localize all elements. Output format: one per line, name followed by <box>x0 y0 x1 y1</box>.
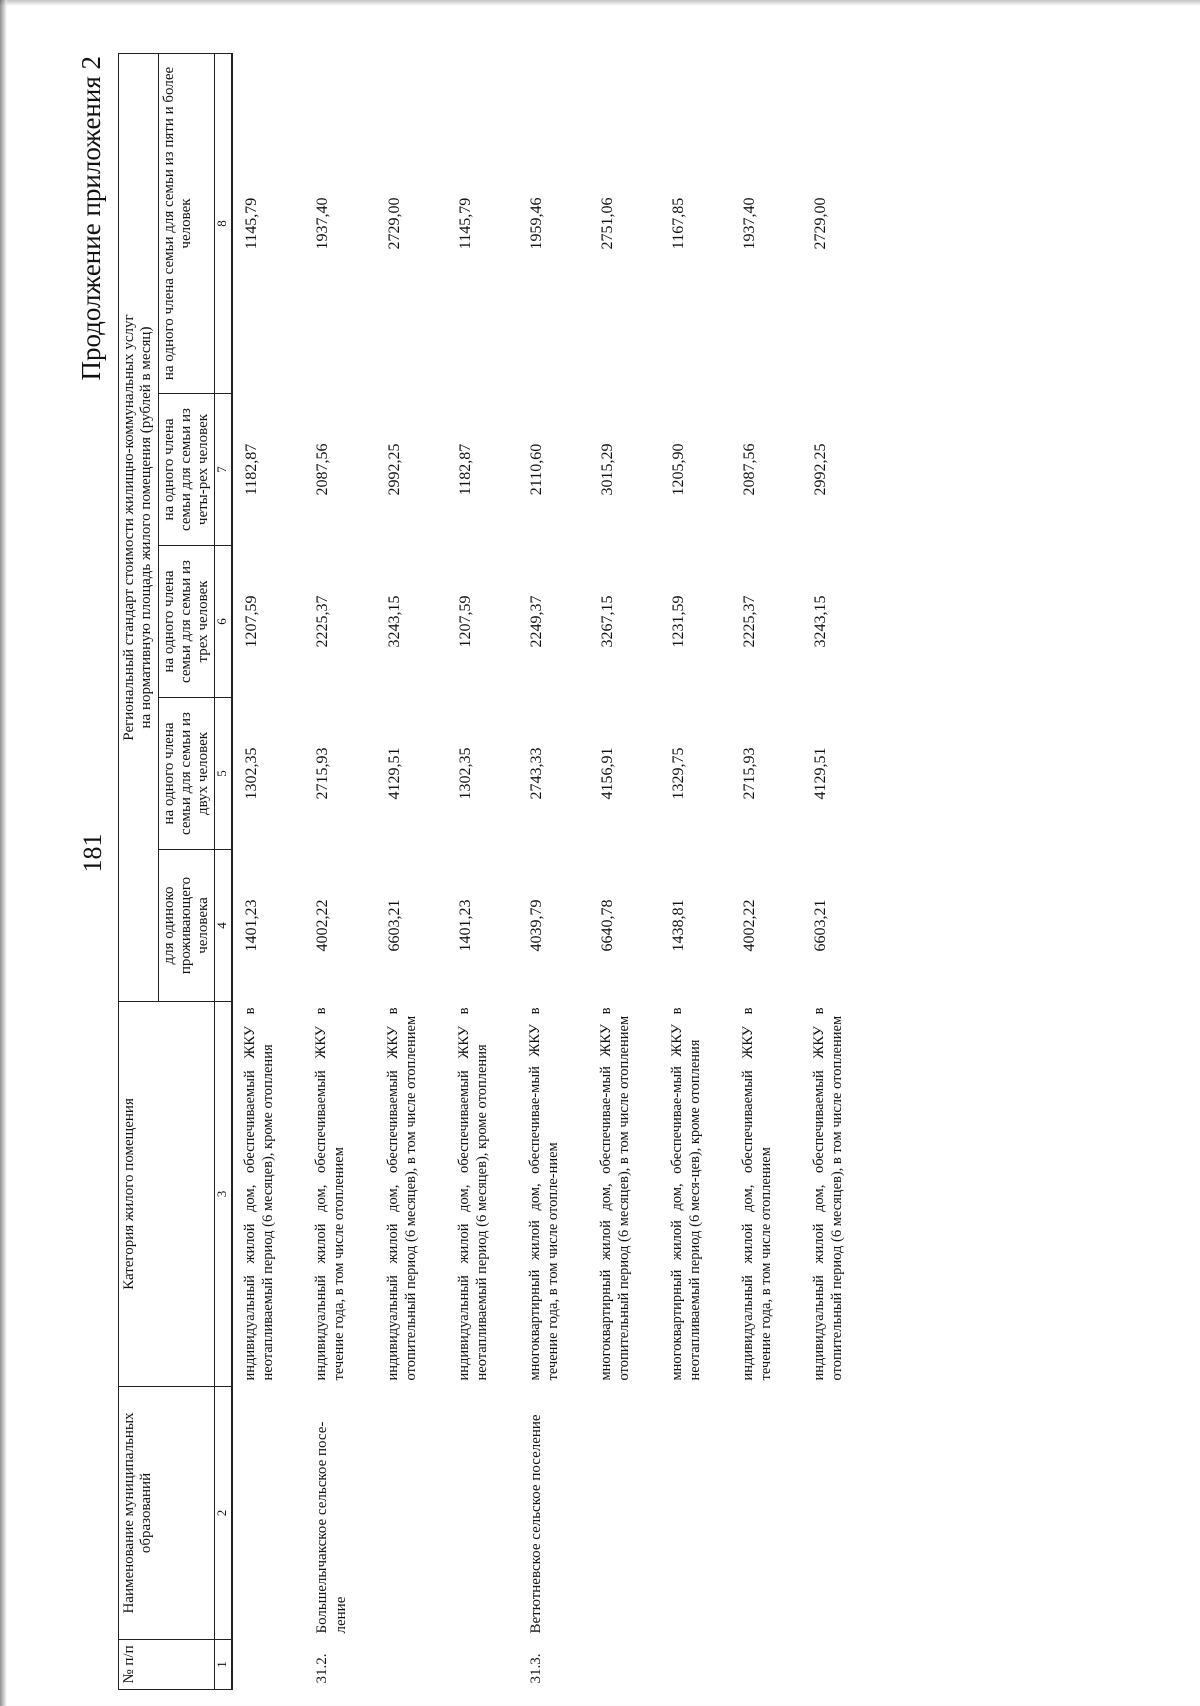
value-two: 4129,51 <box>386 747 404 800</box>
row-municipality: Ветютневское сельское поселение <box>528 1414 545 1634</box>
standards-table <box>118 53 873 1690</box>
row-num <box>447 1640 518 1690</box>
value-four: 3015,29 <box>599 443 617 496</box>
row-category: индивидуальный жилой дом, обеспечиваемый ЖКУ в неотапливаемый период (6 месяцев), кроме отопления <box>456 1007 491 1381</box>
value-three: 2225,37 <box>314 595 332 648</box>
header-num: № п/п <box>119 1640 215 1690</box>
table-row <box>518 54 589 1690</box>
row-num <box>589 1640 660 1690</box>
row-num <box>232 1640 304 1690</box>
value-two: 1302,35 <box>243 747 261 800</box>
value-single: 6603,21 <box>812 899 829 952</box>
row-municipality <box>232 1387 304 1640</box>
column-number: 1 <box>215 1640 233 1690</box>
value-five-plus: 2729,00 <box>812 197 829 250</box>
header-category: Категория жилого помещения <box>119 1002 215 1387</box>
table-row <box>660 54 731 1690</box>
value-three: 3267,15 <box>599 595 617 648</box>
value-three: 1231,59 <box>670 595 688 648</box>
table-row <box>731 54 802 1690</box>
row-category: многоквартирный жилой дом, обеспечивае-мый ЖКУ в неотапливаемый период (6 меся-цев), кроме отопления <box>669 1007 704 1381</box>
table-row <box>589 54 660 1690</box>
row-municipality <box>589 1387 660 1640</box>
header-standard-line2: на нормативную площадь жилого помещения (рублей в месяц) <box>138 326 155 729</box>
value-single: 6640,78 <box>599 899 617 952</box>
header-standard <box>119 54 159 1002</box>
row-municipality <box>731 1387 802 1640</box>
value-three: 1207,59 <box>457 595 475 648</box>
value-single: 4002,22 <box>741 899 759 952</box>
header-standard-line1: Региональный стандарт стоимости жилищно-коммунальных услуг <box>121 314 137 741</box>
row-num <box>376 1640 447 1690</box>
value-five-plus: 1959,46 <box>528 197 546 250</box>
row-num <box>731 1640 802 1690</box>
column-number: 6 <box>215 546 233 698</box>
table-row <box>304 54 376 1690</box>
header-col6: на одного члена семьи для семьи из трех человек <box>158 546 215 698</box>
value-three: 2225,37 <box>741 595 759 648</box>
value-three: 3243,15 <box>812 595 829 648</box>
row-category: индивидуальный жилой дом, обеспечиваемый ЖКУ в отопительный период (6 месяцев), в том числе отоплением <box>385 1007 420 1381</box>
row-num <box>802 1640 873 1690</box>
header-col4: для одиноко проживающего человека <box>158 850 215 1002</box>
row-num: 31.3. <box>528 1653 545 1684</box>
row-category: индивидуальный жилой дом, обеспечиваемый ЖКУ в течение года, в том числе отоплением <box>313 1007 348 1381</box>
column-number: 8 <box>215 54 233 394</box>
header-col5: на одного члена семьи для семьи из двух человек <box>158 698 215 850</box>
value-four: 1182,87 <box>457 443 475 496</box>
value-single: 1438,81 <box>670 899 688 952</box>
value-single: 1401,23 <box>457 899 475 952</box>
page-number: 181 <box>78 833 107 873</box>
column-number: 5 <box>215 698 233 850</box>
column-number: 2 <box>215 1387 233 1640</box>
table-row <box>447 54 518 1690</box>
row-municipality <box>660 1387 731 1640</box>
value-four: 2087,56 <box>314 443 332 496</box>
row-municipality <box>447 1387 518 1640</box>
table-row <box>232 54 304 1690</box>
value-four: 2992,25 <box>812 443 829 496</box>
value-five-plus: 1937,40 <box>314 197 332 250</box>
value-five-plus: 2729,00 <box>386 197 404 250</box>
row-num <box>660 1640 731 1690</box>
row-municipality <box>376 1387 447 1640</box>
appendix-title: Продолжение приложения 2 <box>76 56 106 381</box>
value-three: 3243,15 <box>386 595 404 648</box>
column-number: 4 <box>215 850 233 1002</box>
value-single: 6603,21 <box>386 899 404 952</box>
value-five-plus: 1145,79 <box>243 197 261 250</box>
column-number: 3 <box>215 1002 233 1387</box>
value-two: 1329,75 <box>670 747 688 800</box>
value-two: 4129,51 <box>812 747 829 800</box>
value-three: 1207,59 <box>243 595 261 648</box>
column-number: 7 <box>215 394 233 546</box>
value-single: 4002,22 <box>314 899 332 952</box>
row-category: многоквартирный жилой дом, обеспечивае-мый ЖКУ в течение года, в том числе отопле-нием <box>527 1007 562 1381</box>
value-two: 2715,93 <box>741 747 759 800</box>
value-two: 1302,35 <box>457 747 475 800</box>
value-four: 2087,56 <box>741 443 759 496</box>
value-single: 1401,23 <box>243 899 261 952</box>
header-municipality: Наименование муниципальных образований <box>119 1387 215 1640</box>
row-municipality: Большелычакское сельское посе-ление <box>314 1421 349 1634</box>
value-five-plus: 1167,85 <box>670 197 688 250</box>
value-two: 2743,33 <box>528 747 546 800</box>
row-category: многоквартирный жилой дом, обеспечивае-мый ЖКУ в отопительный период (6 месяцев), в том числе отоплением <box>598 1007 633 1381</box>
row-category: индивидуальный жилой дом, обеспечиваемый ЖКУ в неотапливаемый период (6 месяцев), кроме отопления <box>242 1007 277 1381</box>
value-four: 2992,25 <box>386 443 404 496</box>
value-five-plus: 1145,79 <box>457 197 475 250</box>
value-three: 2249,37 <box>528 595 546 648</box>
header-col8: на одного члена семьи для семьи из пяти и более человек <box>158 54 215 394</box>
row-num: 31.2. <box>314 1653 331 1684</box>
table-row <box>802 54 873 1690</box>
row-category: индивидуальный жилой дом, обеспечиваемый ЖКУ в течение года, в том числе отоплением <box>740 1007 775 1381</box>
value-two: 2715,93 <box>314 747 332 800</box>
row-category: индивидуальный жилой дом, обеспечиваемый ЖКУ в отопительный период (6 месяцев), в том числе отоплением <box>811 1007 845 1381</box>
value-single: 4039,79 <box>528 899 546 952</box>
header-col7: на одного члена семьи для семьи из четы-рех человек <box>158 394 215 546</box>
value-four: 2110,60 <box>528 443 546 496</box>
value-two: 4156,91 <box>599 747 617 800</box>
row-municipality <box>802 1387 873 1640</box>
value-five-plus: 1937,40 <box>741 197 759 250</box>
value-four: 1182,87 <box>243 443 261 496</box>
value-five-plus: 2751,06 <box>599 197 617 250</box>
table-row <box>376 54 447 1690</box>
value-four: 1205,90 <box>670 443 688 496</box>
